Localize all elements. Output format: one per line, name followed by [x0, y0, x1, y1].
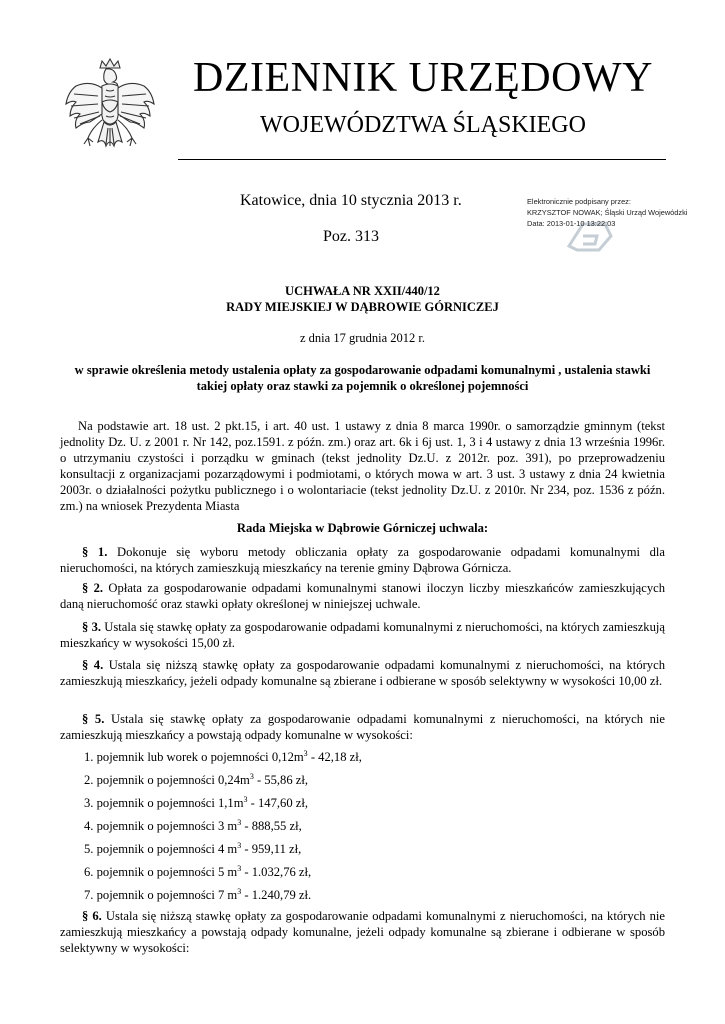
resolution-subject: w sprawie określenia metody ustalenia opłaty za gospodarowanie odpadami komunalnymi , ustalenia stawki takiej opłaty oraz stawki za pojemnik o określonej pojemności	[74, 363, 651, 393]
resolution-date: z dnia 17 grudnia 2012 r.	[300, 331, 425, 345]
publication-date: Katowice, dnia 10 stycznia 2013 r.	[240, 192, 462, 209]
section-5	[60, 711, 665, 743]
signature-label: Elektronicznie podpisany przez:	[527, 197, 631, 206]
council-resolves-heading: Rada Miejska w Dąbrowie Górniczej uchwala:	[236, 521, 489, 535]
container-rate-list	[84, 749, 644, 910]
resolution-number: UCHWAŁA NR XXII/440/12	[285, 284, 440, 298]
list-item: 3. pojemnik o pojemności $1,1m^3 - 147,60$ zł,	[84, 794, 309, 810]
list-item: 7. pojemnik o pojemności 7 $m^3 - 1.240,79$ zł.	[84, 886, 312, 902]
section-4-label: § 4.	[82, 658, 104, 672]
section-5-label: § 5.	[82, 712, 105, 726]
section-2-text: Opłata za gospodarowanie odpadami komunalnymi stanowi iloczyn liczby mieszkańców zamieszkujących daną nieruchomość oraz stawki opłaty określonej w niniejszej uchwale.	[60, 581, 665, 611]
electronic-signature-stamp	[527, 196, 697, 256]
section-1-label: § 1.	[82, 545, 108, 559]
section-2-label: § 2.	[82, 581, 104, 595]
section-4-text: Ustala się niższą stawkę opłaty za gospodarowanie odpadami komunalnymi z nieruchomości, na których zamieszkują mieszkańcy, jeżeli odpady komunalne są zbierane i odbierane w sposób selektywny w wysokości 10,00 zł.	[60, 658, 665, 688]
section-6-text: Ustala się niższą stawkę opłaty za gospodarowanie odpadami komunalnymi z nieruchomości, na których nie zamieszkują mieszkańcy a powstają odpady komunalne, jeżeli odpady komunalne są zbierane i odbierane w sposób selektywny w wysokości:	[60, 909, 665, 955]
header-divider	[178, 159, 666, 160]
resolution-council: RADY MIEJSKIEJ W DĄBROWIE GÓRNICZEJ	[226, 300, 499, 314]
journal-title: DZIENNIK URZĘDOWY	[193, 55, 653, 101]
section-6-label: § 6.	[82, 909, 102, 923]
section-6	[60, 908, 665, 956]
list-item: 6. pojemnik o pojemności 5 $m^3 - 1.032,76$ zł,	[84, 863, 312, 879]
journal-subtitle: WOJEWÓDZTWA ŚLĄSKIEGO	[260, 112, 586, 138]
list-item: 5. pojemnik o pojemności 4 $m^3 - 959,11$ zł,	[84, 840, 302, 856]
list-item: 4. pojemnik o pojemności 3 $m^3 - 888,55$ zł,	[84, 817, 302, 833]
list-item: 2. pojemnik o pojemności $0,24m^3 - 55,86$ zł,	[84, 771, 309, 787]
section-1-text: Dokonuje się wyboru metody obliczania opłaty za gospodarowanie odpadami komunalnymi dla nieruchomości, na których zamieszkują mieszkańcy na terenie gminy Dąbrowa Górnicza.	[60, 545, 665, 575]
section-4	[60, 657, 665, 689]
signature-date: Data: 2013-01-10 13:22:03	[527, 219, 616, 228]
section-3	[60, 619, 665, 651]
legal-basis-paragraph: Na podstawie art. 18 ust. 2 pkt.15, i art. 40 ust. 1 ustawy z dnia 8 marca 1990r. o samorządzie gminnym (tekst jednolity Dz. U. z 2001 r. Nr 142, poz.1591. z późn. zm.) oraz art. 6k i 6j ust. 1, 3 i 4 ustawy z dnia 13 września 1996r. o utrzymaniu czystości i porządku w gminach (tekst jednolity Dz.U. z 2012r. poz. 391), po przeprowadzeniu konsultacji z organizacjami pozarządowymi i podmiotami, o których mowa w art. 3 ust. 3 ustawy z dnia 24 kwietnia 2003r. o działalności pożytku publicznego i o wolontariacie (tekst jednolity Dz.U. z 2010r. Nr 234, poz. 1536 z późn. zm.) na wniosek Prezydenta Miasta	[60, 419, 665, 513]
position-number: Poz. 313	[323, 228, 379, 245]
section-1	[60, 544, 665, 576]
section-2	[60, 580, 665, 612]
white-eagle-emblem-icon	[62, 58, 158, 172]
section-3-label: § 3.	[82, 620, 102, 634]
signature-signer: KRZYSZTOF NOWAK; Śląski Urząd Wojewódzki	[527, 208, 688, 217]
section-5-text: Ustala się stawkę opłaty za gospodarowanie odpadami komunalnymi z nieruchomości, na których nie zamieszkują mieszkańcy a powstają odpady komunalne w wysokości:	[60, 712, 665, 742]
list-item: 1. pojemnik lub worek o pojemności $0,12m^3 - 42,18$ zł,	[84, 748, 362, 764]
section-3-text: Ustala się stawkę opłaty za gospodarowanie odpadami komunalnymi z nieruchomości, na których zamieszkują mieszkańcy w wysokości 15,00 zł.	[60, 620, 665, 650]
